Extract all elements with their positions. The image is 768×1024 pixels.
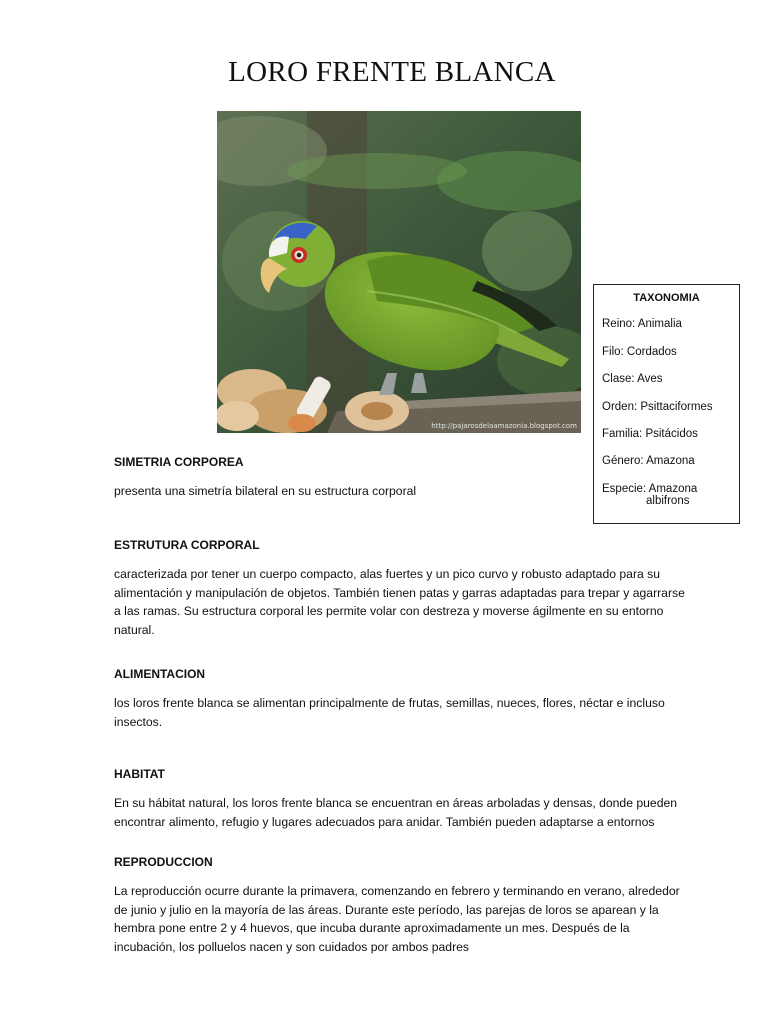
text-line: a las ramas. Su estructura corporal les permite volar con destreza y moverse ágilmente en su entorno xyxy=(114,604,664,618)
section-text-reproduccion xyxy=(114,882,714,956)
section-heading-habitat: HABITAT xyxy=(114,767,165,781)
taxonomy-filo: Filo: Cordados xyxy=(602,346,677,358)
section-heading-simetria: SIMETRIA CORPOREA xyxy=(114,455,244,469)
text-line: de junio y julio en la mayoría de las áreas. Durante este período, las parejas de loros se aparean y la xyxy=(114,902,659,917)
taxonomy-especie-cont: albifrons xyxy=(646,495,690,507)
section-text-alimentacion xyxy=(114,694,714,731)
taxonomy-orden: Orden: Psittaciformes xyxy=(602,401,713,413)
section-heading-estructura: ESTRUTURA CORPORAL xyxy=(114,538,260,552)
parrot-photo xyxy=(217,111,581,433)
taxonomy-reino: Reino: Animalia xyxy=(602,318,682,330)
text-line: incubación, los polluelos nacen y son cuidados por ambos padres xyxy=(114,939,470,954)
section-heading-alimentacion: ALIMENTACION xyxy=(114,667,206,681)
text-line: insectos. xyxy=(114,714,163,729)
section-text-simetria: presenta una simetría bilateral en su estructura corporal xyxy=(114,484,417,498)
text-line: hembra pone entre 2 y 4 huevos, que incuba durante aproximadamente un mes. Después de la xyxy=(114,921,630,935)
text-line: caracterizada por tener un cuerpo compacto, alas fuertes y un pico curvo y robusto adaptado para su xyxy=(114,567,661,581)
taxonomy-genero: Género: Amazona xyxy=(602,455,695,467)
text-line: La reproducción ocurre durante la primavera, comenzando en febrero y terminando en verano, alrededor xyxy=(114,884,680,898)
taxonomy-familia: Familia: Psitácidos xyxy=(602,428,698,440)
section-text-habitat xyxy=(114,794,714,831)
text-line: En su hábitat natural, los loros frente blanca se encuentran en áreas arboladas y densas, donde pueden xyxy=(114,796,678,810)
taxonomy-clase: Clase: Aves xyxy=(602,373,663,385)
text-line: natural. xyxy=(114,622,155,637)
parrot-illustration xyxy=(217,111,581,433)
text-line: alimentación y manipulación de objetos. También tienen patas y garras adaptadas para trepar y agarrarse xyxy=(114,585,685,600)
text-line: encontrar alimento, refugio y lugares adecuados para anidar. También pueden adaptarse a entornos xyxy=(114,814,655,829)
page-title: LORO FRENTE BLANCA xyxy=(228,56,556,88)
section-heading-reproduccion: REPRODUCCION xyxy=(114,855,213,869)
photo-watermark: http://pajarosdelaamazonia.blogspot.com xyxy=(431,422,577,430)
section-text-estructura xyxy=(114,565,714,639)
taxonomy-especie-label: Especie: Amazona xyxy=(602,483,698,495)
text-line: los loros frente blanca se alimentan principalmente de frutas, semillas, nueces, flores, néctar e incluso xyxy=(114,696,665,710)
taxonomy-heading: TAXONOMIA xyxy=(633,292,700,304)
